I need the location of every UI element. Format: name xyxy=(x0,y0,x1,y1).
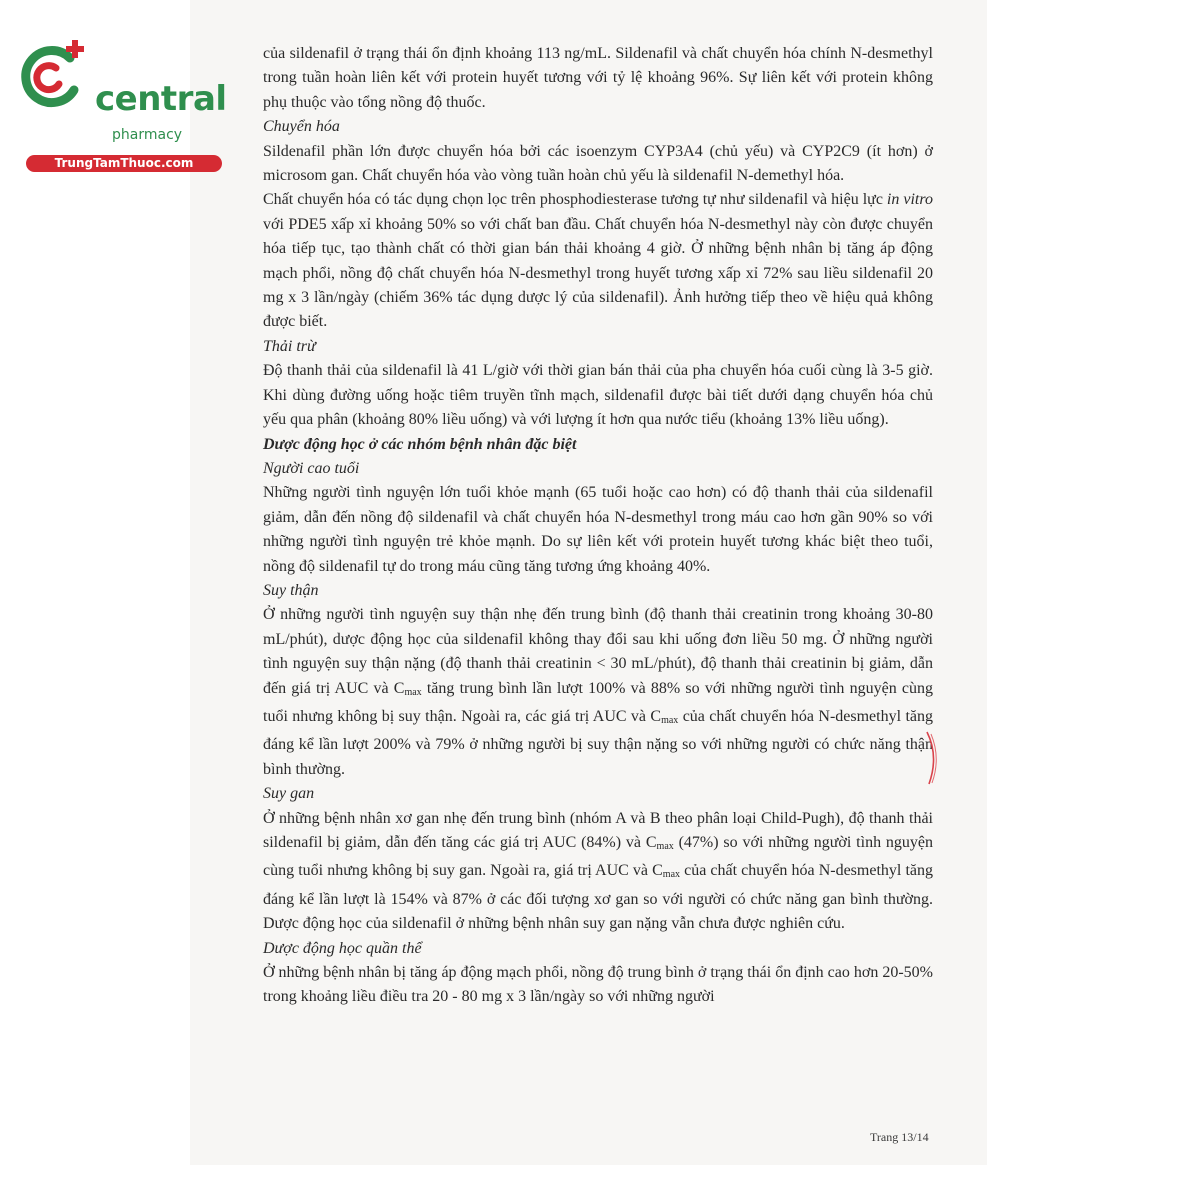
document-body xyxy=(263,42,933,1010)
logo-url: TrungTamThuoc.com xyxy=(26,155,222,172)
paragraph-metabolite-activity: Chất chuyển hóa có tác dụng chọn lọc trên phosphodiesterase tương tự như sildenafil và hiệu lực in vitro với PDE5 xấp xỉ khoảng 50% so với chất ban đầu. Chất chuyển hóa N-desmethyl này còn được chuyển hóa tiếp tục, tạo thành chất có thời gian bán thải khoảng 4 giờ. Ở những bệnh nhân bị tăng áp động mạch phổi, nồng độ chất chuyển hóa N-desmethyl trong huyết tương xấp xỉ 72% sau liều sildenafil 20 mg x 3 lần/ngày (chiếm 36% tác dụng dược lý của sildenafil). Ảnh hưởng tiếp theo về hiệu quả không được biết. xyxy=(263,191,933,331)
page-number: Trang 13/14 xyxy=(870,1130,929,1144)
paragraph-hepatic-impairment: Ở những bệnh nhân xơ gan nhẹ đến trung bình (nhóm A và B theo phân loại Child-Pugh), độ thanh thải sildenafil bị giảm, dẫn đến tăng các giá trị AUC (84%) và $C_{max}$ (47%) so với những người tình nguyện cùng tuổi nhưng không bị suy gan. Ngoài ra, giá trị AUC và $C_{max}$ của chất chuyển hóa N-desmethyl tăng đáng kể lần lượt là 154% và 87% ở các đối tượng xơ gan so với người có chức năng gan bình thường. Dược động học của sildenafil ở những bệnh nhân suy gan nặng vẫn chưa được nghiên cứu. xyxy=(263,809,934,933)
paragraph-renal-impairment: Ở những người tình nguyện suy thận nhẹ đến trung bình (độ thanh thải creatinin trong khoảng 30-80 mL/phút), dược động học của sildenafil không thay đổi sau khi uống đơn liều 50 mg. Ở những người tình nguyện suy thận nặng (độ thanh thải creatinin < 30 mL/phút), độ thanh thải creatinin bị giảm, dẫn đến giá trị AUC và $C_{max}$ tăng trung bình lần lượt 100% và 88% so với những người tình nguyện cùng tuổi nhưng không bị suy thận. Ngoài ra, các giá trị AUC và $C_{max}$ của chất chuyển hóa N-desmethyl tăng đáng kể lần lượt 200% và 79% ở những người bị suy thận nặng so với những người có chức năng thận bình thường. xyxy=(263,606,933,778)
logo-name: central xyxy=(95,79,227,119)
paragraph-protein-binding: của sildenafil ở trạng thái ổn định khoảng 113 ng/mL. Sildenafil và chất chuyển hóa chính N-desmethyl trong tuần hoàn liên kết với protein huyết tương với tỷ lệ khoảng 96%. Sự liên kết với protein không phụ thuộc vào tổng nồng độ thuốc. xyxy=(263,45,933,111)
pharmacy-logo[interactable] xyxy=(12,38,227,170)
pharmacy-cross-icon xyxy=(12,38,92,118)
heading-nguoi-cao-tuoi: Người cao tuổi xyxy=(263,459,360,477)
heading-chuyen-hoa: Chuyển hóa xyxy=(263,118,340,136)
heading-thai-tru: Thải trừ xyxy=(263,337,316,355)
paragraph-elderly: Những người tình nguyện lớn tuổi khỏe mạnh (65 tuổi hoặc cao hơn) có độ thanh thải của sildenafil giảm, dẫn đến nồng độ sildenafil và chất chuyển hóa N-desmethyl trong máu cao hơn gần 90% so với những người tình nguyện trẻ khỏe mạnh. Do sự liên kết với protein huyết tương khác biệt theo tuổi, nồng độ sildenafil tự do trong máu cũng tăng tương ứng khoảng 40%. xyxy=(263,484,933,575)
paragraph-metabolism: Sildenafil phần lớn được chuyển hóa bởi các isoenzym CYP3A4 (chủ yếu) và CYP2C9 (ít hơn) ở microsom gan. Chất chuyển hóa vào vòng tuần hoàn chủ yếu là sildenafil N-demethyl hóa. xyxy=(263,142,933,185)
heading-special-populations: Dược động học ở các nhóm bệnh nhân đặc biệt xyxy=(263,435,577,453)
heading-quan-the: Dược động học quần thể xyxy=(263,939,422,957)
paragraph-elimination: Độ thanh thải của sildenafil là 41 L/giờ với thời gian bán thải của pha chuyển hóa cuối cùng là 3-5 giờ. Khi dùng đường uống hoặc tiêm truyền tĩnh mạch, sildenafil được bài tiết dưới dạng chuyển hóa chủ yếu qua phân (khoảng 80% liều uống) và với lượng ít hơn qua nước tiểu (khoảng 13% liều uống). xyxy=(263,362,933,429)
red-pen-mark-icon xyxy=(921,728,943,788)
heading-suy-gan: Suy gan xyxy=(263,785,315,803)
logo-subtitle: pharmacy xyxy=(112,127,183,143)
heading-suy-than: Suy thận xyxy=(263,581,319,599)
paragraph-population-pk: Ở những bệnh nhân bị tăng áp động mạch phổi, nồng độ trung bình ở trạng thái ổn định cao hơn 20-50% trong khoảng liều điều tra 20 - 80 mg x 3 lần/ngày so với những người xyxy=(263,964,933,1006)
